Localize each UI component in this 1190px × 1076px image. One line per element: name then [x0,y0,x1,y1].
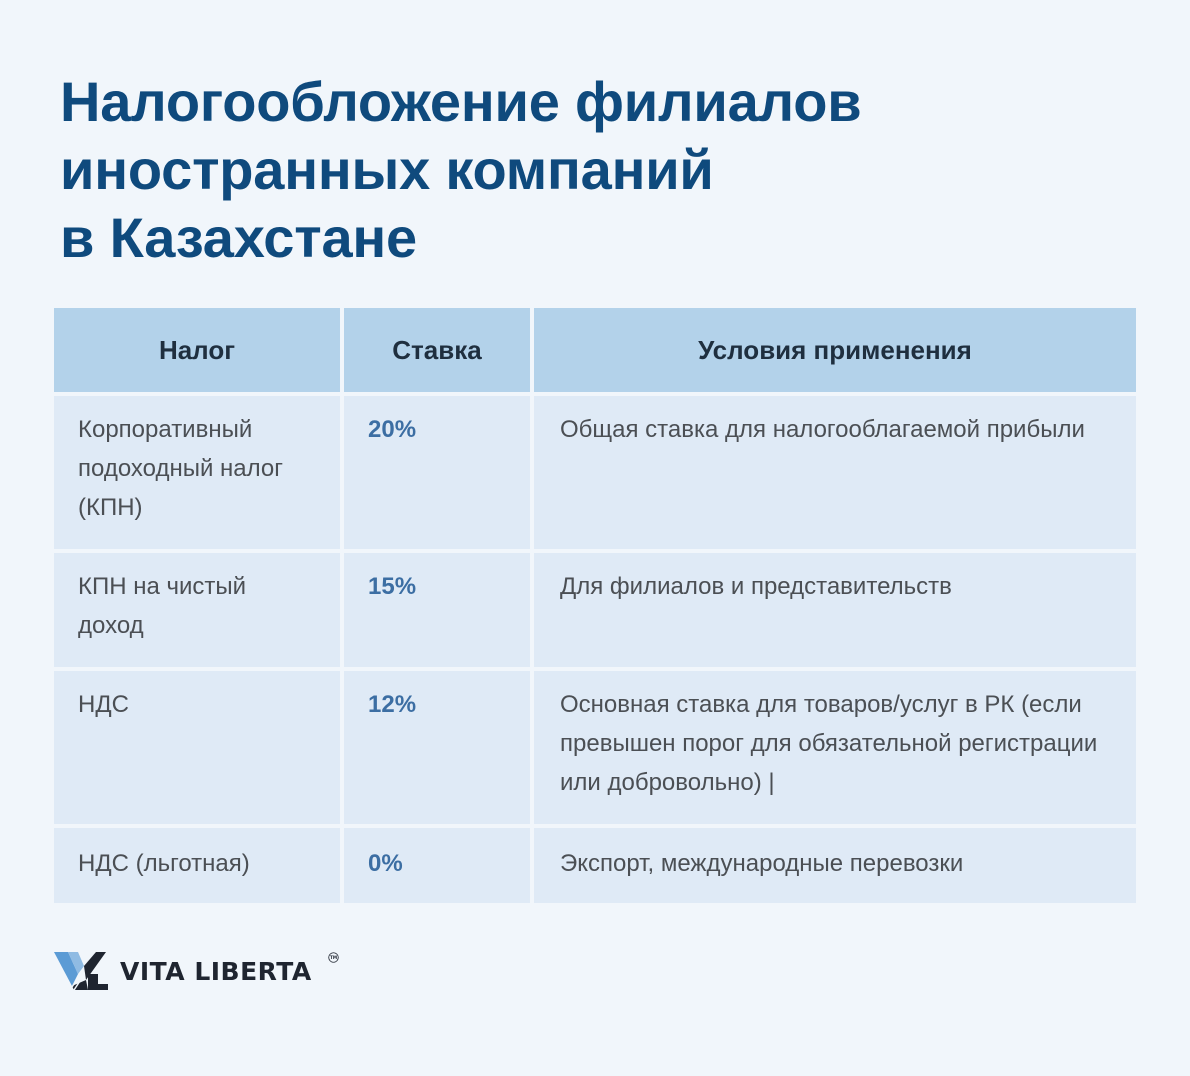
tax-name-cell: КПН на чистый доход [54,553,344,671]
title-line-2: иностранных компаний [60,138,714,201]
header-rate: Ставка [344,308,534,396]
vl-logo-icon [54,950,110,992]
header-tax: Налог [54,308,344,396]
conditions-cell: Основная ставка для товаров/услуг в РК (если превышен порог для обязательной регистрации или добровольно) | [534,671,1136,828]
rate-cell: 12% [344,671,534,828]
tax-name-cell: НДС [54,671,344,828]
rate-cell: 20% [344,396,534,553]
tax-name-cell: Корпоративный подоходный налог (КПН) [54,396,344,553]
table-row [54,671,1136,828]
brand-logo [54,950,338,992]
tax-name-cell: НДС (льготная) [54,828,344,907]
table-row [54,828,1136,907]
table-row [54,553,1136,671]
trademark-icon [328,952,339,963]
table-row [54,396,1136,553]
rate-cell: 0% [344,828,534,907]
conditions-cell: Общая ставка для налогооблагаемой прибыли [534,396,1136,553]
page-title [60,68,1120,272]
rate-cell: 15% [344,553,534,671]
svg-text:TM: TM [329,955,338,961]
table-header-row [54,308,1136,396]
tax-table [54,308,1136,907]
conditions-cell: Для филиалов и представительств [534,553,1136,671]
header-conditions: Условия применения [534,308,1136,396]
conditions-cell: Экспорт, международные перевозки [534,828,1136,907]
title-line-3: в Казахстане [60,206,417,269]
brand-name: VITA LIBERTA [120,956,312,986]
title-line-1: Налогообложение филиалов [60,70,862,133]
